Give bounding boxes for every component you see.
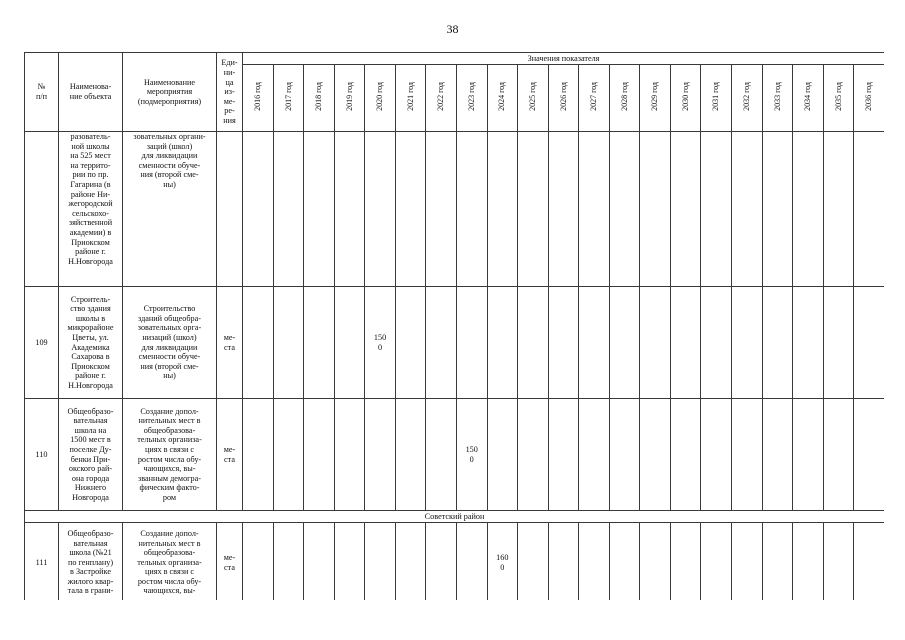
value-cell: [701, 132, 732, 287]
value-cell: [548, 399, 579, 511]
year-header: [701, 65, 732, 132]
value-cell: 160 0: [487, 523, 518, 601]
year-label: 2024 год: [497, 82, 507, 112]
value-cell: 150 0: [456, 399, 487, 511]
value-cell: [304, 523, 335, 601]
year-header: [273, 65, 304, 132]
value-cell: [487, 287, 518, 399]
year-label: 2018 год: [314, 82, 324, 112]
year-header: [365, 65, 396, 132]
year-label: 2034 год: [803, 82, 813, 112]
year-header: [518, 65, 549, 132]
row-number: 110: [25, 399, 59, 511]
table-row: [25, 132, 885, 287]
unit: [217, 132, 243, 287]
unit: ме- ста: [217, 399, 243, 511]
value-cell: [518, 132, 549, 287]
value-cell: [273, 132, 304, 287]
table-row: [25, 287, 885, 399]
value-cell: [609, 287, 640, 399]
value-cell: [609, 523, 640, 601]
value-cell: [732, 287, 763, 399]
value-cell: [426, 287, 457, 399]
value-cell: [426, 523, 457, 601]
value-cell: [273, 523, 304, 601]
activity-name: Создание допол- нительных мест в общеобразова- тельных организа- циях в связи с ростом числа обу- чающихся, вы- званным демогра- фическим факто- ром: [123, 399, 217, 511]
header-unit: Еди- ни- ца из- ме- ре- ния: [217, 53, 243, 132]
value-cell: [793, 523, 824, 601]
object-name: Общеобразо- вательная школа на 1500 мест в поселке Ду- бенки При- окского рай- она города Нижнего Новгорода: [59, 399, 123, 511]
value-cell: [670, 132, 701, 287]
year-header: [548, 65, 579, 132]
value-cell: [548, 132, 579, 287]
value-cell: [548, 287, 579, 399]
year-header: [854, 65, 884, 132]
value-cell: [334, 399, 365, 511]
value-cell: [609, 399, 640, 511]
value-cell: [456, 523, 487, 601]
value-cell: [854, 132, 884, 287]
value-cell: [609, 132, 640, 287]
value-cell: [518, 399, 549, 511]
year-label: 2021 год: [405, 82, 415, 112]
year-label: 2023 год: [466, 82, 476, 112]
value-cell: [243, 287, 274, 399]
value-cell: [732, 399, 763, 511]
value-cell: [518, 287, 549, 399]
value-cell: [640, 287, 671, 399]
year-label: 2030 год: [680, 82, 690, 112]
value-cell: [365, 399, 396, 511]
value-cell: [823, 132, 854, 287]
value-cell: [793, 399, 824, 511]
year-header: [334, 65, 365, 132]
value-cell: [854, 399, 884, 511]
object-name: разователь- ной школы на 525 мест на террито- рии по пр. Гагарина (в районе Ни- жегородской сельскохо- зяйственной академии) в Приокском районе г. Н.Новгорода: [59, 132, 123, 287]
value-cell: [426, 399, 457, 511]
value-cell: [640, 399, 671, 511]
value-cell: [395, 287, 426, 399]
year-header: [670, 65, 701, 132]
value-cell: [579, 399, 610, 511]
year-header: [640, 65, 671, 132]
indicator-table-sheet: [24, 52, 884, 600]
value-cell: [395, 399, 426, 511]
year-label: 2017 год: [283, 82, 293, 112]
value-cell: [762, 132, 793, 287]
value-cell: [823, 523, 854, 601]
value-cell: [243, 132, 274, 287]
value-cell: [365, 132, 396, 287]
object-name: Общеобразо- вательная школа (№21 по генплану) в Застройке жилого квар- тала в грани-: [59, 523, 123, 601]
table-row: [25, 399, 885, 511]
unit: ме- ста: [217, 287, 243, 399]
year-header: [243, 65, 274, 132]
header-row: [25, 53, 885, 65]
value-cell: [640, 523, 671, 601]
activity-name: зовательных органи- заций (школ) для ликвидации сменности обуче- ния (второй сме- ны): [123, 132, 217, 287]
value-cell: [334, 132, 365, 287]
activity-name: Строительство зданий общеобра- зовательных орга- низаций (школ) для ликвидации сменности обуче- ния (второй сме- ны): [123, 287, 217, 399]
year-label: 2027 год: [589, 82, 599, 112]
activity-name: Создание допол- нительных мест в общеобразова- тельных организа- циях в связи с ростом числа обу- чающихся, вы-: [123, 523, 217, 601]
year-header: [487, 65, 518, 132]
header-values: Значения показателя: [243, 53, 885, 65]
year-label: 2019 год: [344, 82, 354, 112]
value-cell: [701, 287, 732, 399]
row-number: [25, 132, 59, 287]
year-label: 2031 год: [711, 82, 721, 112]
value-cell: [579, 132, 610, 287]
value-cell: [334, 287, 365, 399]
indicator-table: [24, 52, 884, 600]
value-cell: [701, 399, 732, 511]
value-cell: [518, 523, 549, 601]
value-cell: [365, 523, 396, 601]
year-label: 2032 год: [741, 82, 751, 112]
value-cell: [762, 287, 793, 399]
row-number: 109: [25, 287, 59, 399]
table-row: [25, 523, 885, 601]
value-cell: [793, 287, 824, 399]
value-cell: [334, 523, 365, 601]
object-name: Строитель- ство здания школы в микрорайоне Цветы, ул. Академика Сахарова в Приокском районе г. Н.Новгорода: [59, 287, 123, 399]
value-cell: [456, 287, 487, 399]
year-header: [426, 65, 457, 132]
value-cell: [823, 287, 854, 399]
value-cell: 150 0: [365, 287, 396, 399]
year-label: 2033 год: [772, 82, 782, 112]
value-cell: [273, 399, 304, 511]
value-cell: [243, 399, 274, 511]
year-header: [793, 65, 824, 132]
district-label: Советский район: [25, 511, 885, 523]
year-header: [823, 65, 854, 132]
value-cell: [426, 132, 457, 287]
value-cell: [670, 287, 701, 399]
year-header: [609, 65, 640, 132]
value-cell: [762, 399, 793, 511]
page-number: 38: [446, 22, 459, 36]
unit: ме- ста: [217, 523, 243, 601]
year-label: 2026 год: [558, 82, 568, 112]
year-header: [456, 65, 487, 132]
year-label: 2035 год: [833, 82, 843, 112]
header-num: № п/п: [25, 53, 59, 132]
year-label: 2029 год: [650, 82, 660, 112]
year-label: 2025 год: [528, 82, 538, 112]
value-cell: [395, 523, 426, 601]
year-header: [579, 65, 610, 132]
year-header: [762, 65, 793, 132]
value-cell: [304, 132, 335, 287]
value-cell: [487, 399, 518, 511]
value-cell: [854, 287, 884, 399]
header-activity: Наименование мероприятия (подмероприятия): [123, 53, 217, 132]
year-label: 2016 год: [252, 82, 262, 112]
value-cell: [732, 132, 763, 287]
year-header: [395, 65, 426, 132]
value-cell: [395, 132, 426, 287]
value-cell: [304, 399, 335, 511]
row-number: 111: [25, 523, 59, 601]
value-cell: [732, 523, 763, 601]
value-cell: [640, 132, 671, 287]
value-cell: [670, 523, 701, 601]
value-cell: [456, 132, 487, 287]
year-label: 2020 год: [375, 82, 385, 112]
year-header: [304, 65, 335, 132]
value-cell: [793, 132, 824, 287]
value-cell: [854, 523, 884, 601]
value-cell: [762, 523, 793, 601]
value-cell: [548, 523, 579, 601]
district-row: [25, 511, 885, 523]
header-object: Наименова- ние объекта: [59, 53, 123, 132]
year-label: 2022 год: [436, 82, 446, 112]
value-cell: [243, 523, 274, 601]
year-header: [732, 65, 763, 132]
value-cell: [701, 523, 732, 601]
year-label: 2036 год: [864, 82, 874, 112]
value-cell: [579, 523, 610, 601]
value-cell: [273, 287, 304, 399]
value-cell: [823, 399, 854, 511]
value-cell: [304, 287, 335, 399]
year-label: 2028 год: [619, 82, 629, 112]
value-cell: [487, 132, 518, 287]
value-cell: [579, 287, 610, 399]
value-cell: [670, 399, 701, 511]
